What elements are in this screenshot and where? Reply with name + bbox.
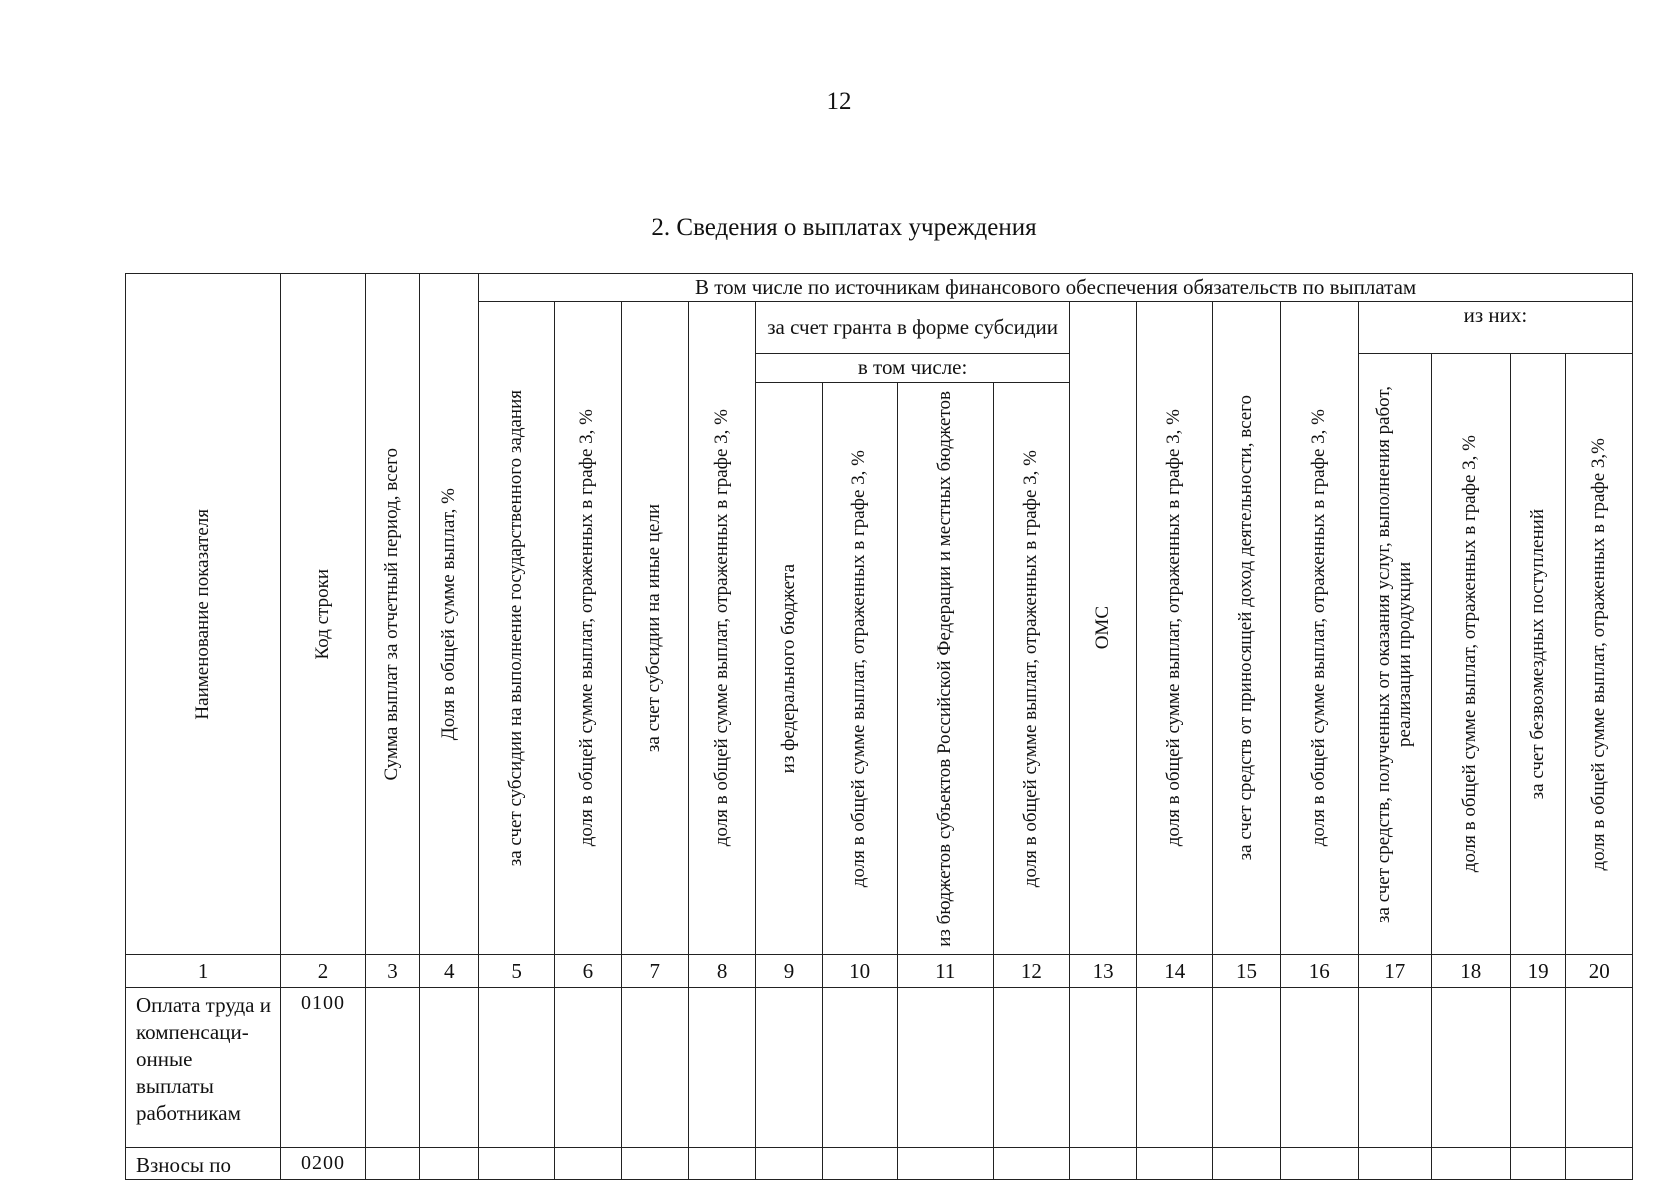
column-number: 18 xyxy=(1431,955,1510,988)
table-cell xyxy=(1137,988,1213,1148)
column-number: 17 xyxy=(1358,955,1431,988)
table-cell xyxy=(1280,988,1358,1148)
table-cell xyxy=(365,988,420,1148)
table-cell xyxy=(555,988,621,1148)
col-header-1: Наименование показателя xyxy=(126,274,281,955)
grant-group-header: за счет гранта в форме субсидии xyxy=(756,302,1070,354)
col-header-15: за счет средств от приносящей доход деятельности, всего xyxy=(1213,302,1280,955)
col-header-7: за счет субсидии на иные цели xyxy=(621,302,688,955)
row-code: 0200 xyxy=(281,1148,366,1180)
grant-subgroup-header: в том числе: xyxy=(756,354,1070,383)
table-cell xyxy=(822,1148,897,1180)
column-number: 10 xyxy=(822,955,897,988)
column-number: 2 xyxy=(281,955,366,988)
table-cell xyxy=(993,1148,1069,1180)
column-number: 16 xyxy=(1280,955,1358,988)
table-cell xyxy=(993,988,1069,1148)
col-header-13: ОМС xyxy=(1069,302,1136,955)
table-cell xyxy=(1431,988,1510,1148)
col-header-17: за счет средств, полученных от оказания услуг, выполнения работ, реализации продукции xyxy=(1358,354,1431,955)
column-number: 3 xyxy=(365,955,420,988)
table-cell xyxy=(621,1148,688,1180)
col-header-20: доля в общей сумме выплат, отраженных в графе 3,% xyxy=(1566,354,1633,955)
of-them-group-header: из них: xyxy=(1358,302,1632,354)
column-number: 11 xyxy=(897,955,993,988)
page-number: 12 xyxy=(826,88,852,115)
table-cell xyxy=(555,1148,621,1180)
column-number: 5 xyxy=(479,955,555,988)
table-cell xyxy=(756,988,822,1148)
table-cell xyxy=(688,1148,755,1180)
table-cell xyxy=(420,1148,479,1180)
col-header-19: за счет безвозмездных поступлений xyxy=(1510,354,1566,955)
table-cell xyxy=(1566,988,1633,1148)
table-row xyxy=(126,988,1633,1148)
col-header-9: из федерального бюджета xyxy=(756,382,822,954)
column-number: 9 xyxy=(756,955,822,988)
table-cell xyxy=(1431,1148,1510,1180)
table-cell xyxy=(420,988,479,1148)
row-label: Взносы по xyxy=(126,1148,281,1180)
table-cell xyxy=(479,988,555,1148)
col-header-8: доля в общей сумме выплат, отраженных в графе 3, % xyxy=(688,302,755,955)
col-header-18: доля в общей сумме выплат, отраженных в графе 3, % xyxy=(1431,354,1510,955)
col-header-3: Сумма выплат за отчетный период, всего xyxy=(365,274,420,955)
column-number: 7 xyxy=(621,955,688,988)
table-cell xyxy=(1566,1148,1633,1180)
column-number: 12 xyxy=(993,955,1069,988)
column-number: 13 xyxy=(1069,955,1136,988)
table-cell xyxy=(479,1148,555,1180)
table-cell xyxy=(1358,988,1431,1148)
table-cell xyxy=(1280,1148,1358,1180)
table-cell xyxy=(1510,988,1566,1148)
column-number: 15 xyxy=(1213,955,1280,988)
table-cell xyxy=(621,988,688,1148)
table-cell xyxy=(1358,1148,1431,1180)
table-row xyxy=(126,1148,1633,1180)
col-header-2: Код строки xyxy=(281,274,366,955)
table-cell xyxy=(1510,1148,1566,1180)
col-header-4: Доля в общей сумме выплат, % xyxy=(420,274,479,955)
col-header-14: доля в общей сумме выплат, отраженных в графе 3, % xyxy=(1137,302,1213,955)
column-number: 8 xyxy=(688,955,755,988)
row-code: 0100 xyxy=(281,988,366,1148)
payments-table-wrapper xyxy=(125,273,1633,1180)
table-cell xyxy=(1069,1148,1136,1180)
table-cell xyxy=(1213,1148,1280,1180)
table-cell xyxy=(897,1148,993,1180)
row-label: Оплата труда и компенсаци-онные выплаты работникам xyxy=(126,988,281,1148)
column-number: 4 xyxy=(420,955,479,988)
col-header-11: из бюджетов субъектов Российской Федерации и местных бюджетов xyxy=(897,382,993,954)
table-cell xyxy=(688,988,755,1148)
table-cell xyxy=(822,988,897,1148)
column-number: 19 xyxy=(1510,955,1566,988)
col-header-12: доля в общей сумме выплат, отраженных в графе 3, % xyxy=(993,382,1069,954)
table-cell xyxy=(897,988,993,1148)
table-cell xyxy=(365,1148,420,1180)
col-header-6: доля в общей сумме выплат, отраженных в графе 3, % xyxy=(555,302,621,955)
section-title: 2. Сведения о выплатах учреждения xyxy=(651,214,1037,241)
column-numbers-row xyxy=(126,955,1633,988)
table-cell xyxy=(1213,988,1280,1148)
col-header-16: доля в общей сумме выплат, отраженных в графе 3, % xyxy=(1280,302,1358,955)
table-cell xyxy=(1069,988,1136,1148)
column-number: 20 xyxy=(1566,955,1633,988)
col-header-10: доля в общей сумме выплат, отраженных в графе 3, % xyxy=(822,382,897,954)
column-number: 14 xyxy=(1137,955,1213,988)
payments-table xyxy=(125,273,1633,1180)
table-cell xyxy=(756,1148,822,1180)
column-number: 1 xyxy=(126,955,281,988)
table-cell xyxy=(1137,1148,1213,1180)
col-header-5: за счет субсидии на выполнение государственного задания xyxy=(479,302,555,955)
sources-group-header: В том числе по источникам финансового обеспечения обязательств по выплатам xyxy=(479,274,1633,302)
column-number: 6 xyxy=(555,955,621,988)
